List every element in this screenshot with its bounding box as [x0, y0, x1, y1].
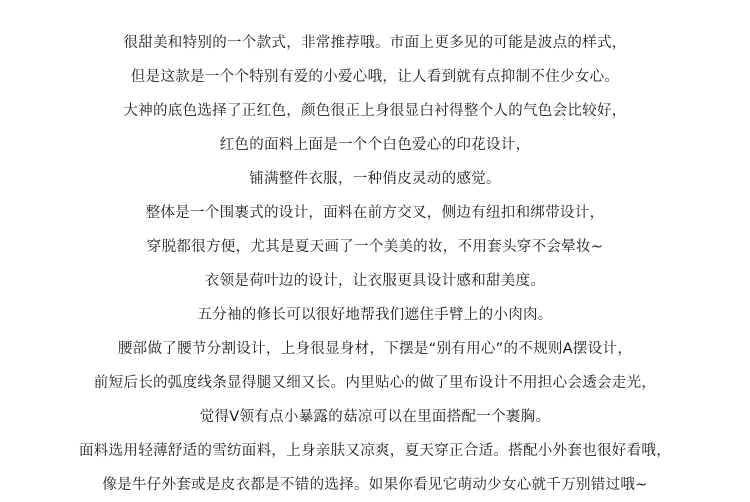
description-line: 前短后长的弧度线条显得腿又细又长。内里贴心的做了里布设计不用担心会透会走光，	[93, 375, 657, 391]
description-line: 大神的底色选择了正红色，颜色很正上身很显白衬得整个人的气色会比较好，	[123, 103, 627, 119]
description-line: 整体是一个围裹式的设计，面料在前方交叉，侧边有纽扣和绑带设计，	[145, 205, 605, 221]
description-line: 五分袖的修长可以很好地帮我们遮住手臂上的小肉肉。	[197, 307, 553, 323]
description-line: 觉得V领有点小暴露的菇凉可以在里面搭配一个裹胸。	[199, 409, 551, 425]
product-description	[0, 26, 750, 502]
description-line: 铺满整件衣服，一种俏皮灵动的感觉。	[249, 171, 501, 187]
description-line: 像是牛仔外套或是皮衣都是不错的选择。如果你看见它萌动少女心就千万别错过哦~	[102, 477, 648, 493]
description-line: 很甜美和特别的一个款式，非常推荐哦。市面上更多见的可能是波点的样式，	[123, 35, 627, 51]
description-line: 穿脱都很方便，尤其是夏天画了一个美美的妆，不用套头穿不会晕妆~	[146, 239, 604, 255]
description-line: 红色的面料上面是一个个白色爱心的印花设计，	[219, 137, 531, 153]
description-line: 衣领是荷叶边的设计，让衣服更具设计感和甜美度。	[204, 273, 546, 289]
description-line: 但是这款是一个个特别有爱的小爱心哦，让人看到就有点抑制不住少女心。	[130, 69, 620, 85]
description-line: 面料选用轻薄舒适的雪纺面料，上身亲肤又凉爽，夏天穿正合适。搭配小外套也很好看哦，	[79, 443, 671, 459]
description-line: 腰部做了腰节分割设计，上身很显身材，下摆是“别有用心”的不规则A摆设计，	[117, 341, 633, 357]
